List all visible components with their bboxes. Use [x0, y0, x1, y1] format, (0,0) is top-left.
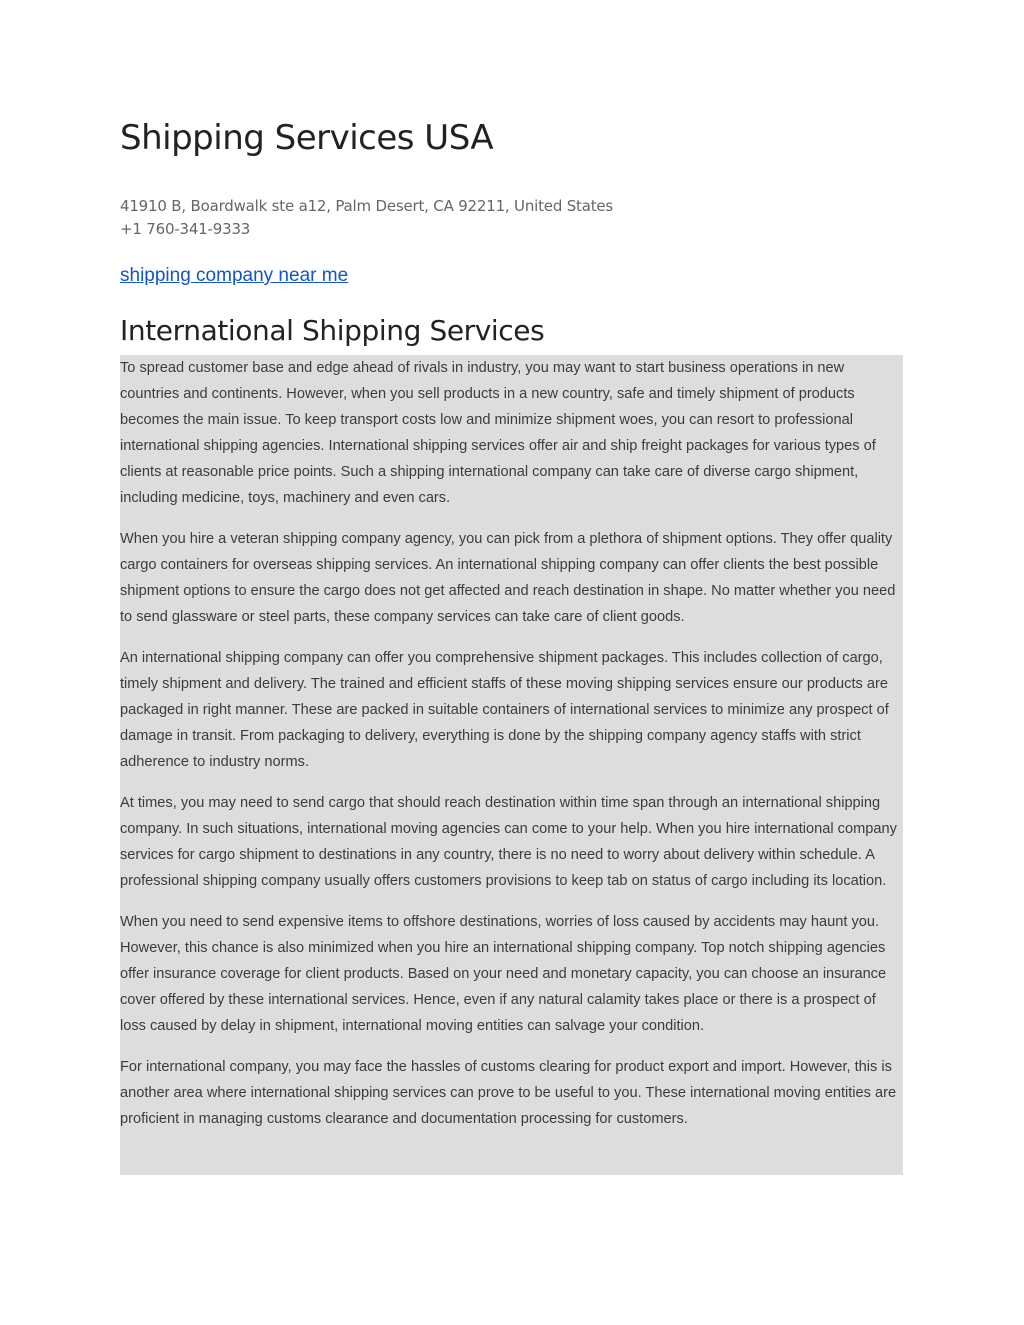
- shipping-company-link[interactable]: shipping company near me: [120, 265, 349, 286]
- section-heading: International Shipping Services: [120, 314, 545, 347]
- paragraph: When you need to send expensive items to offshore destinations, worries of loss caused by accidents may haunt you. However, this chance is also minimized when you hire an international shipping company. Top notch shipping agencies offer insurance coverage for client products. Based on your need and monetary capacity, you can choose an insurance cover offered by these international services. Hence, even if any natural calamity takes place or there is a prospect of loss caused by delay in shipment, international moving entities can salvage your condition.: [120, 914, 887, 1034]
- paragraph: For international company, you may face the hassles of customs clearing for product export and import. However, this is another area where international shipping services can prove to be useful to you. These international moving entities are proficient in managing customs clearance and documentation processing for customers.: [120, 1059, 897, 1127]
- contact-info: [120, 195, 613, 241]
- phone-number: +1 760-341-9333: [120, 220, 251, 238]
- address-line: 41910 B, Boardwalk ste a12, Palm Desert, CA 92211, United States: [120, 197, 614, 215]
- paragraph: An international shipping company can offer you comprehensive shipment packages. This includes collection of cargo, timely shipment and delivery. The trained and efficient staffs of these moving shipping services ensure our products are packaged in right manner. These are packed in suitable containers of international services to minimize any prospect of damage in transit. From packaging to delivery, everything is done by the shipping company agency staffs with strict adherence to industry norms.: [120, 650, 889, 770]
- paragraph: When you hire a veteran shipping company agency, you can pick from a plethora of shipment options. They offer quality cargo containers for overseas shipping services. An international shipping company can offer clients the best possible shipment options to ensure the cargo does not get affected and reach destination in shape. No matter whether you need to send glassware or steel parts, these company services can take care of client goods.: [120, 531, 896, 625]
- paragraph: To spread customer base and edge ahead of rivals in industry, you may want to start business operations in new countries and continents. However, when you sell products in a new country, safe and timely shipment of products becomes the main issue. To keep transport costs low and minimize shipment woes, you can resort to professional international shipping agencies. International shipping services offer air and ship freight packages for various types of clients at reasonable price points. Such a shipping international company can take care of diverse cargo shipment, including medicine, toys, machinery and even cars.: [120, 360, 876, 506]
- page-title: Shipping Services USA: [120, 118, 494, 158]
- paragraph: At times, you may need to send cargo that should reach destination within time span through an international shipping company. In such situations, international moving agencies can come to your help. When you hire international company services for cargo shipment to destinations in any country, there is no need to worry about delivery within schedule. A professional shipping company usually offers customers provisions to keep tab on status of cargo including its location.: [120, 795, 897, 889]
- content-block: [120, 355, 903, 1175]
